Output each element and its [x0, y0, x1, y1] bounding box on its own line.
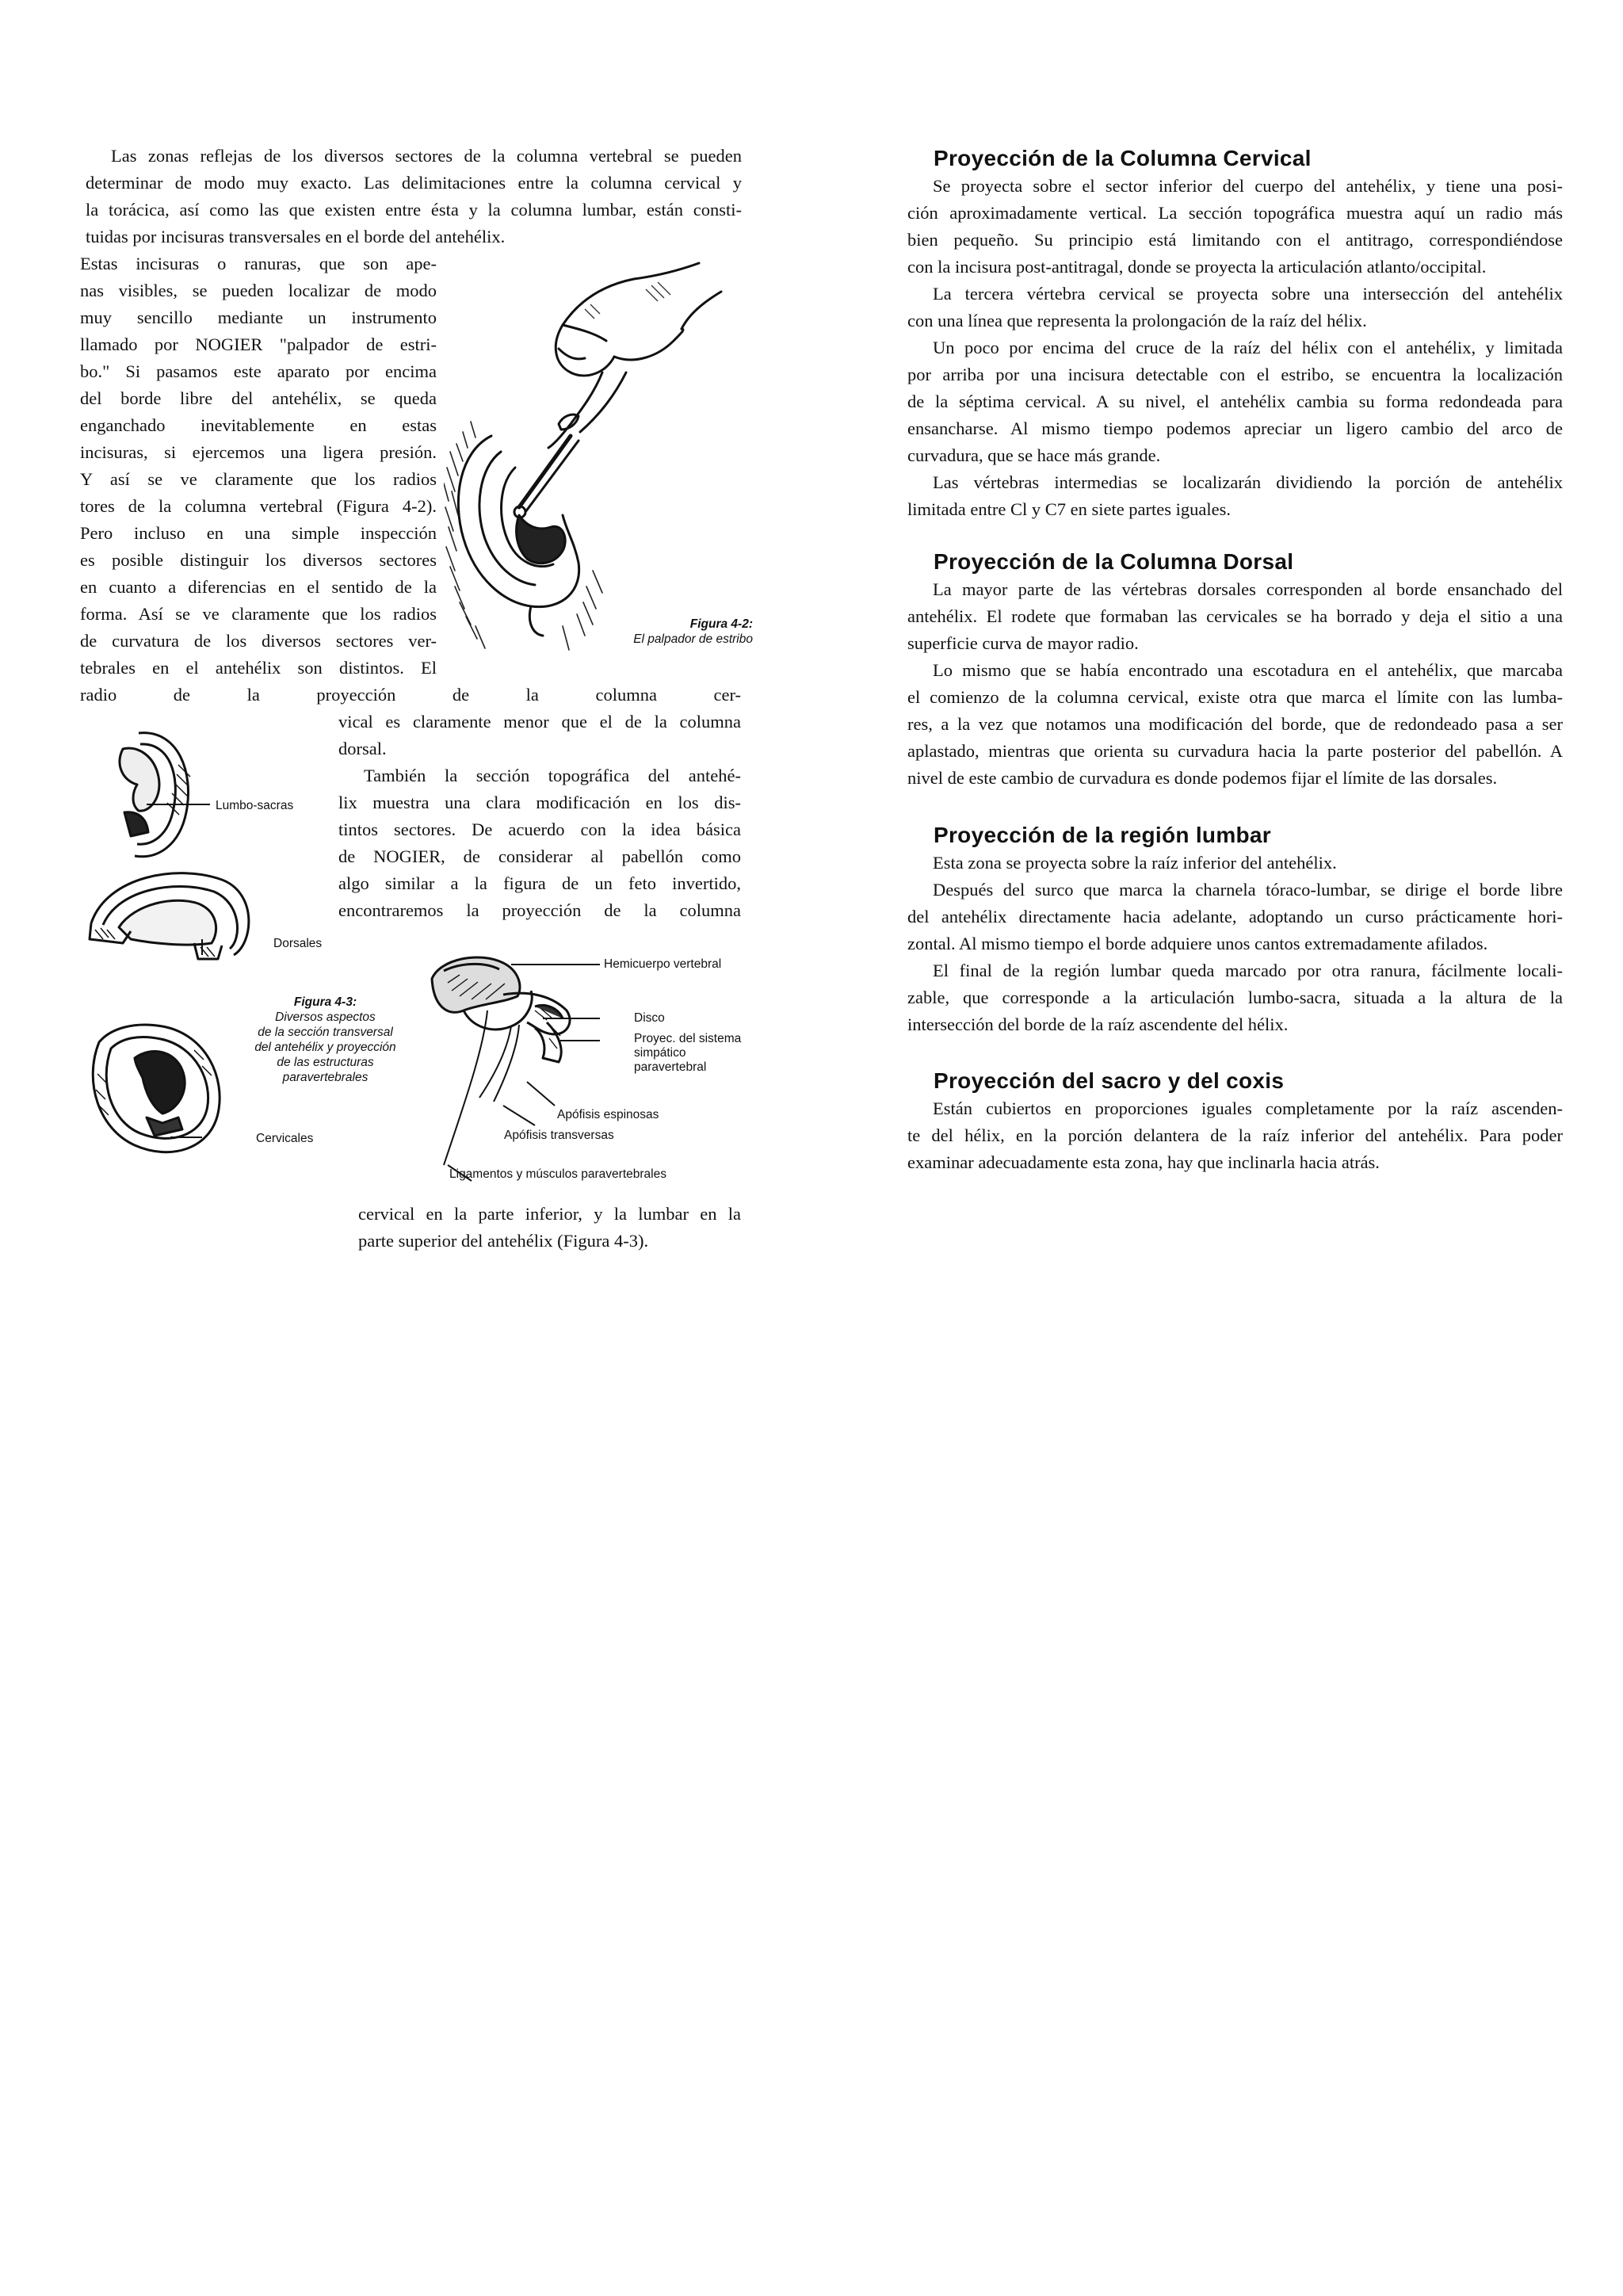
text-line: parte superior del antehélix (Figura 4-3).: [358, 1231, 649, 1251]
text-line: con una línea que representa la prolongación de la raíz del hélix.: [907, 311, 1367, 330]
text-line: Están cubiertos en proporciones iguales completamente por la raíz ascenden-: [933, 1098, 1563, 1118]
text-line: bien pequeño. Su principio está limitando con el antitrago, correspondiéndose: [907, 230, 1563, 250]
text-line: Un poco por encima del cruce de la raíz del hélix con el antehélix, y limitada: [933, 338, 1563, 357]
figure-4-2-caption: [610, 617, 753, 647]
text-line: bo." Si pasamos este aparato por encima: [80, 361, 437, 381]
text-line: enganchado inevitablemente en estas: [80, 415, 437, 435]
label-ligamentos: Ligamentos y músculos paravertebrales: [449, 1167, 666, 1181]
text-line: La mayor parte de las vértebras dorsales corresponden al borde ensanchado del: [933, 579, 1563, 599]
text-line-wide: radio de la proyección de la columna cer-: [80, 685, 741, 705]
text-line: lix muestra una clara modificación en los dis-: [338, 793, 741, 812]
caption-line: de las estructuras: [277, 1056, 374, 1069]
text-line: tintos sectores. De acuerdo con la idea básica: [338, 819, 741, 839]
label-line: paravertebral: [634, 1060, 707, 1074]
caption-line: de la sección transversal: [258, 1026, 393, 1039]
text-line: del borde libre del antehélix, se queda: [80, 388, 437, 408]
text-line: encontraremos la proyección de la columna: [338, 900, 741, 920]
text-line: antehélix. El rodete que formaban las cervicales se ha borrado y deja el sitio a una: [907, 606, 1563, 626]
caption-text: El palpador de estribo: [633, 632, 753, 646]
text-line: examinar adecuadamente esta zona, hay que inclinarla hacia atrás.: [907, 1152, 1380, 1172]
label-disco: Disco: [634, 1011, 665, 1025]
text-line: curvadura, que se hace más grande.: [907, 445, 1161, 465]
text-line: res, a la vez que notamos una modificación del borde, que de redondeado pasa a ser: [907, 714, 1563, 734]
text-line: Lo mismo que se había encontrado una escotadura en el antehélix, que marcaba: [933, 660, 1563, 680]
text-line: Las zonas reflejas de los diversos sectores de la columna vertebral se pueden: [111, 146, 742, 166]
section-body: [907, 850, 1563, 1038]
section-heading: Proyección de la Columna Cervical: [934, 146, 1312, 170]
section-body: [907, 1095, 1563, 1176]
text-line: cervical en la parte inferior, y la lumbar en la: [358, 1204, 741, 1224]
text-line: del antehélix directamente hacia adelante, adoptando un curso prácticamente hori-: [907, 907, 1563, 926]
text-line: por arriba por una incisura detectable con el estribo, se encuentra la localización: [907, 365, 1563, 384]
text-line: en cuanto a diferencias en el sentido de la: [80, 577, 437, 597]
text-line: zontal. Al mismo tiempo el borde adquiere unos cantos extremadamente afilados.: [907, 934, 1488, 953]
section-heading: Proyección del sacro y del coxis: [934, 1068, 1285, 1093]
text-line: La tercera vértebra cervical se proyecta sobre una intersección del antehélix: [933, 284, 1563, 304]
text-line: Pero incluso en una simple inspección: [80, 523, 437, 543]
label-line: Proyec. del sistema: [634, 1032, 742, 1045]
figure-4-3-sections: [75, 717, 329, 1185]
text-line: Se proyecta sobre el sector inferior del cuerpo del antehélix, y tiene una posi-: [933, 176, 1563, 196]
text-line: llamado por NOGIER "palpador de estri-: [80, 334, 437, 354]
text-line: muy sencillo mediante un instrumento: [80, 308, 437, 327]
label-proyec-sistema: [634, 1032, 741, 1075]
label-apofisis-transversas: Apófisis transversas: [504, 1129, 614, 1142]
section-body: [907, 576, 1563, 792]
section-heading: Proyección de la región lumbar: [934, 823, 1272, 847]
label-cervicales: Cervicales: [256, 1132, 314, 1145]
caption-line: del antehélix y proyección: [254, 1041, 396, 1054]
caption-title: Figura 4-2:: [689, 617, 753, 631]
section-heading: Proyección de la Columna Dorsal: [934, 549, 1294, 574]
text-line: tebrales en el antehélix son distintos. El: [80, 658, 437, 678]
text-line: algo similar a la figura de un feto invertido,: [338, 873, 741, 893]
label-dorsales: Dorsales: [273, 937, 323, 950]
text-line: nas visibles, se pueden localizar de modo: [80, 281, 437, 300]
text-line: Estas incisuras o ranuras, que son ape-: [80, 254, 437, 273]
text-line: tores de la columna vertebral (Figura 4-2).: [80, 496, 437, 516]
text-line: vical es claramente menor que el de la columna: [338, 712, 741, 732]
label-hemicuerpo-vertebral: Hemicuerpo vertebral: [604, 957, 722, 971]
text-line: el comienzo de la columna cervical, existe otra que marca el límite con las lumba-: [907, 687, 1563, 707]
figure-4-3-vertebra: [416, 947, 606, 1185]
text-line: forma. Así se ve claramente que los radios: [80, 604, 437, 624]
text-line: te del hélix, en la porción delantera de la raíz inferior del antehélix. Para poder: [907, 1125, 1563, 1145]
text-line: superficie curva de mayor radio.: [907, 633, 1139, 653]
label-apofisis-espinosas: Apófisis espinosas: [557, 1108, 659, 1121]
section-body: [907, 173, 1563, 523]
intro-paragraph: [86, 143, 742, 250]
text-line: tuidas por incisuras transversales en el borde del antehélix.: [86, 227, 506, 246]
text-line: de la séptima cervical. A su nivel, el antehélix cambia su forma redondeada para: [907, 392, 1563, 411]
text-line: con la incisura post-antitragal, donde se proyecta la articulación atlanto/occipital.: [907, 257, 1487, 277]
caption-line: Diversos aspectos: [275, 1010, 376, 1024]
text-line: El final de la región lumbar queda marcado por otra ranura, fácilmente locali-: [933, 961, 1563, 980]
text-line: Esta zona se proyecta sobre la raíz inferior del antehélix.: [933, 853, 1337, 873]
cross-sections-illustration: [75, 717, 329, 1185]
text-line: la torácica, así como las que existen entre ésta y la columna lumbar, están consti-: [86, 200, 742, 220]
text-line: intersección del borde de la raíz ascendente del hélix.: [907, 1014, 1289, 1034]
figure-4-2: [444, 254, 753, 666]
text-line: ción aproximadamente vertical. La sección topográfica muestra aquí un radio más: [907, 203, 1563, 223]
text-line: Después del surco que marca la charnela tóraco-lumbar, se dirige el borde libre: [933, 880, 1563, 900]
ear-probe-illustration: [444, 254, 753, 666]
vertebra-illustration: [416, 947, 606, 1185]
text-line: ensancharse. Al mismo tiempo podemos apreciar un ligero cambio del arco de: [907, 418, 1563, 438]
text-line: incisuras, si ejercemos una ligera presión.: [80, 442, 437, 462]
text-line: dorsal.: [338, 739, 387, 758]
text-line: aplastado, mientras que orienta su curvadura hacia la parte posterior del pabellón. A: [907, 741, 1563, 761]
text-line: Y así se ve claramente que los radios: [80, 469, 437, 489]
right-of-figure-text: [338, 709, 741, 924]
text-line: de NOGIER, de considerar al pabellón como: [338, 846, 741, 866]
label-line: simpático: [634, 1046, 686, 1060]
bottom-text: [358, 1201, 741, 1255]
narrow-paragraph: [80, 250, 437, 682]
caption-line: paravertebrales: [282, 1071, 369, 1084]
text-line: Las vértebras intermedias se localizarán dividiendo la porción de antehélix: [933, 472, 1563, 492]
text-line: es posible distinguir los diversos sectores: [80, 550, 437, 570]
text-line: determinar de modo muy exacto. Las delimitaciones entre la columna cervical y: [86, 173, 742, 193]
text-line: limitada entre Cl y C7 en siete partes iguales.: [907, 499, 1232, 519]
text-line: zable, que corresponde a la articulación lumbo-sacra, situada a la altura de la: [907, 988, 1563, 1007]
text-line: de curvatura de los diversos sectores ver-: [80, 631, 437, 651]
text-line: nivel de este cambio de curvadura es donde podemos fijar el límite de las dorsales.: [907, 768, 1498, 788]
text-line: También la sección topográfica del antehé-: [364, 766, 741, 785]
caption-title: Figura 4-3:: [293, 995, 357, 1009]
label-lumbo-sacras: Lumbo-sacras: [216, 799, 294, 812]
figure-4-3-caption: [240, 995, 411, 1085]
